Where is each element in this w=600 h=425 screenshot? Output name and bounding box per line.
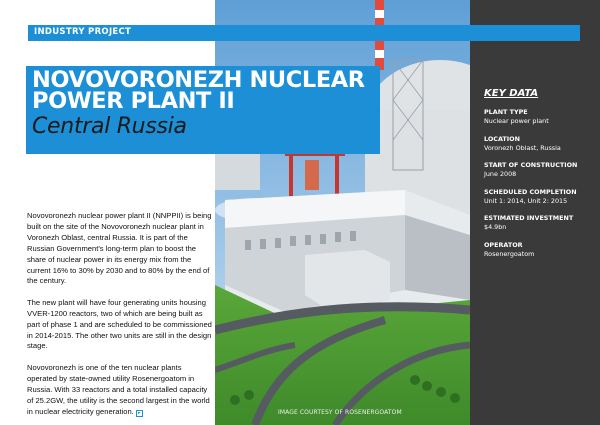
key-data-item bbox=[484, 241, 596, 259]
page-title: NOVOVORONEZH NUCLEAR POWER PLANT II bbox=[32, 67, 365, 114]
key-data-item bbox=[484, 188, 596, 206]
article-body bbox=[27, 211, 212, 425]
key-data-value: Nuclear power plant bbox=[484, 117, 549, 125]
key-data-label: START OF CONSTRUCTION bbox=[484, 161, 578, 169]
image-credit: IMAGE COURTESY OF ROSENERGOATOM bbox=[278, 409, 402, 416]
key-data-value: Rosenergoatom bbox=[484, 249, 535, 258]
key-data-label: SCHEDULED COMPLETION bbox=[484, 187, 577, 196]
paragraph-text: Novovoronezh is one of the ten nuclear plants operated by state-owned utility Rosenergoatom in Russia. With 33 reactors and a total installed capacity of 25.2GW, the utility is the second largest in the world in nuclear electricity generation. bbox=[27, 362, 210, 416]
key-data-item bbox=[484, 135, 596, 153]
title-block bbox=[26, 66, 380, 154]
key-data-value: Voronezh Oblast, Russia bbox=[484, 143, 561, 152]
key-data-label: PLANT TYPE bbox=[484, 108, 528, 116]
section-strip bbox=[28, 25, 580, 41]
plant-rendering-image bbox=[215, 0, 470, 425]
key-data-item bbox=[484, 161, 596, 179]
page-subtitle: Central Russia bbox=[32, 114, 187, 139]
key-data-value: Unit 1: 2014, Unit 2: 2015 bbox=[484, 196, 568, 205]
key-data-heading: KEY DATA bbox=[484, 88, 539, 99]
key-data-value: $4.9bn bbox=[484, 223, 507, 231]
end-of-article-icon: ▸ bbox=[136, 410, 143, 417]
key-data-item bbox=[484, 214, 596, 232]
paragraph: The new plant will have four generating units housing VVER-1200 reactors, two of which are being built as part of phase 1 and are scheduled to be commissioned in 2014-2015. The other two units are still in the design stage. bbox=[27, 297, 212, 351]
key-data-label: OPERATOR bbox=[484, 240, 523, 249]
key-data-list bbox=[484, 108, 596, 267]
paragraph bbox=[27, 363, 212, 418]
key-data-label: ESTIMATED INVESTMENT bbox=[484, 214, 574, 222]
key-data-label: LOCATION bbox=[484, 134, 520, 143]
paragraph: Novovoronezh nuclear power plant II (NNPPII) is being built on the site of the Novovoronezh nuclear plant in Voronezh Oblast, central Russia. It is part of the Russian Government's long-term plan to boost the share of nuclear power in its energy mix from the current 16% to 30% by 2030 and to 80% by the end of the century. bbox=[27, 211, 212, 286]
section-label: INDUSTRY PROJECT bbox=[34, 27, 132, 37]
key-data-item bbox=[484, 108, 596, 126]
key-data-value: June 2008 bbox=[484, 170, 517, 178]
